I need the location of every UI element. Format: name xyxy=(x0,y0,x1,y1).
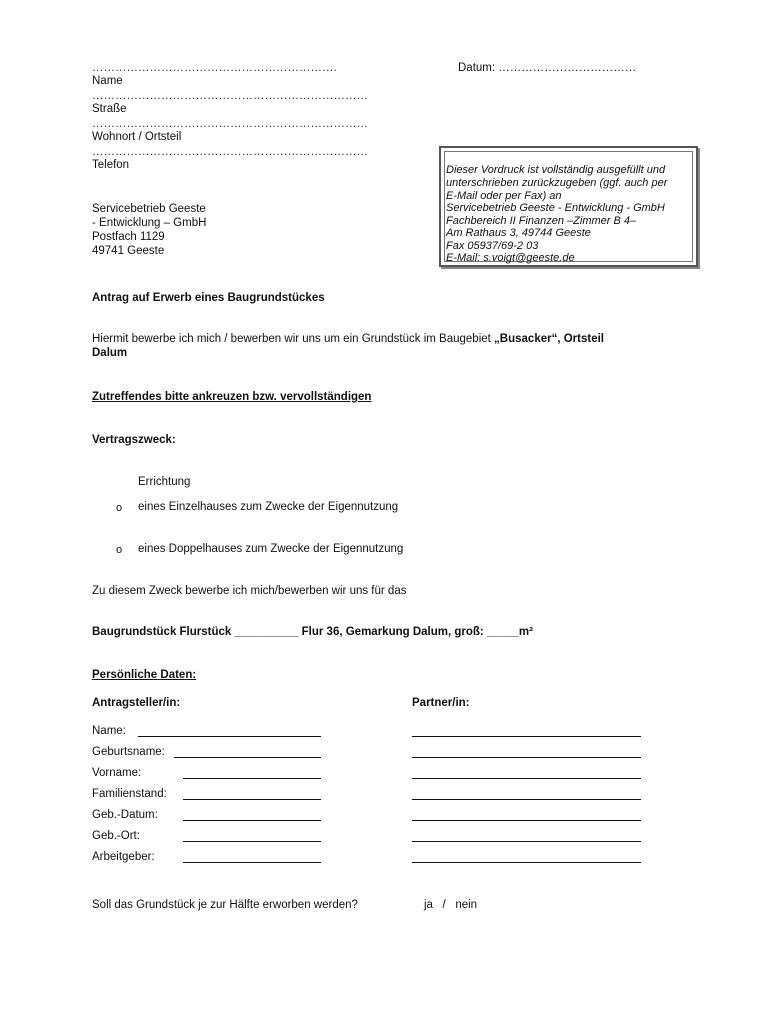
partner-firstname-field[interactable] xyxy=(412,778,641,779)
option-semi-detached-checkbox[interactable]: o xyxy=(116,544,123,556)
partner-name-field[interactable] xyxy=(412,736,641,737)
date-field: Datum: ……………………………… xyxy=(458,62,637,74)
recipient-line: 49741 Geeste xyxy=(92,245,165,257)
field-label-birthname: Geburtsname: xyxy=(92,746,165,758)
applicant-marital-status-field[interactable] xyxy=(183,799,321,800)
info-line: Dieser Vordruck ist vollständig ausgefüllt und xyxy=(446,164,666,176)
field-label-birthplace: Geb.-Ort: xyxy=(92,830,140,842)
option-semi-detached-label: eines Doppelhauses zum Zwecke der Eigennutzung xyxy=(138,543,404,555)
intro-text xyxy=(92,333,604,345)
partner-heading: Partner/in: xyxy=(412,697,470,709)
district-name: Dalum xyxy=(92,347,128,359)
recipient-line: - Entwicklung – GmbH xyxy=(92,217,207,229)
personal-data-heading: Persönliche Daten: xyxy=(92,669,197,681)
info-line: Servicebetrieb Geeste - Entwicklung - GmbH xyxy=(446,202,665,214)
intro-text-part: Hiermit bewerbe ich mich / bewerben wir uns um ein Grundstück im Baugebiet xyxy=(92,333,495,345)
field-label-marital-status: Familienstand: xyxy=(92,788,167,800)
partner-marital-status-field[interactable] xyxy=(412,799,641,800)
purpose-text: Zu diesem Zweck bewerbe ich mich/bewerben wir uns für das xyxy=(92,585,407,597)
area-name: „Busacker“, Ortsteil xyxy=(494,333,604,345)
field-label-birthdate: Geb.-Datum: xyxy=(92,809,158,821)
partner-birthname-field[interactable] xyxy=(412,757,641,758)
field-label-employer: Arbeitgeber: xyxy=(92,851,155,863)
field-label-firstname: Vorname: xyxy=(92,767,142,779)
applicant-birthplace-field[interactable] xyxy=(183,841,321,842)
phone-label: Telefon xyxy=(92,159,130,171)
city-label: Wohnort / Ortsteil xyxy=(92,131,182,143)
applicant-birthname-field[interactable] xyxy=(174,757,321,758)
name-label: Name xyxy=(92,75,123,87)
applicant-firstname-field[interactable] xyxy=(183,778,321,779)
option-single-house-checkbox[interactable]: o xyxy=(116,502,123,514)
partner-birthdate-field[interactable] xyxy=(412,820,641,821)
name-dots: ………………………………………………………. xyxy=(92,62,337,74)
option-single-house-label: eines Einzelhauses zum Zwecke der Eigennutzung xyxy=(138,501,399,513)
info-line: Fachbereich II Finanzen –Zimmer B 4– xyxy=(446,215,637,227)
document-title: Antrag auf Erwerb eines Baugrundstückes xyxy=(92,292,325,304)
applicant-name-field[interactable] xyxy=(138,736,321,737)
construction-label: Errichtung xyxy=(138,476,191,488)
field-label-name: Name: xyxy=(92,725,126,737)
applicant-heading: Antragsteller/in: xyxy=(92,697,181,709)
street-dots: ……………………………………………………………… xyxy=(92,90,368,102)
half-ownership-question: Soll das Grundstück je zur Hälfte erworben werden? xyxy=(92,899,358,911)
instruction-heading: Zutreffendes bitte ankreuzen bzw. vervollständigen xyxy=(92,391,372,403)
partner-employer-field[interactable] xyxy=(412,862,641,863)
applicant-birthdate-field[interactable] xyxy=(183,820,321,821)
recipient-line: Servicebetrieb Geeste xyxy=(92,203,206,215)
info-line: Fax 05937/69-2 03 xyxy=(446,240,539,252)
purpose-heading: Vertragszweck: xyxy=(92,434,176,446)
info-line: unterschrieben zurückzugeben (ggf. auch per xyxy=(446,177,668,189)
city-dots: ……………………………………………………………… xyxy=(92,118,368,130)
street-label: Straße xyxy=(92,103,127,115)
info-line: E-Mail oder per Fax) an xyxy=(446,190,562,202)
applicant-employer-field[interactable] xyxy=(183,862,321,863)
half-ownership-answer[interactable]: ja / nein xyxy=(424,899,478,911)
plot-line: Baugrundstück Flurstück __________ Flur 36, Gemarkung Dalum, groß: _____m² xyxy=(92,626,533,638)
partner-birthplace-field[interactable] xyxy=(412,841,641,842)
phone-dots: ……………………………………………………………… xyxy=(92,146,368,158)
info-line: Am Rathaus 3, 49744 Geeste xyxy=(446,227,591,239)
recipient-line: Postfach 1129 xyxy=(92,231,165,243)
instructions-box xyxy=(439,146,698,267)
info-email: E-Mail: s.voigt@geeste.de xyxy=(446,252,575,264)
